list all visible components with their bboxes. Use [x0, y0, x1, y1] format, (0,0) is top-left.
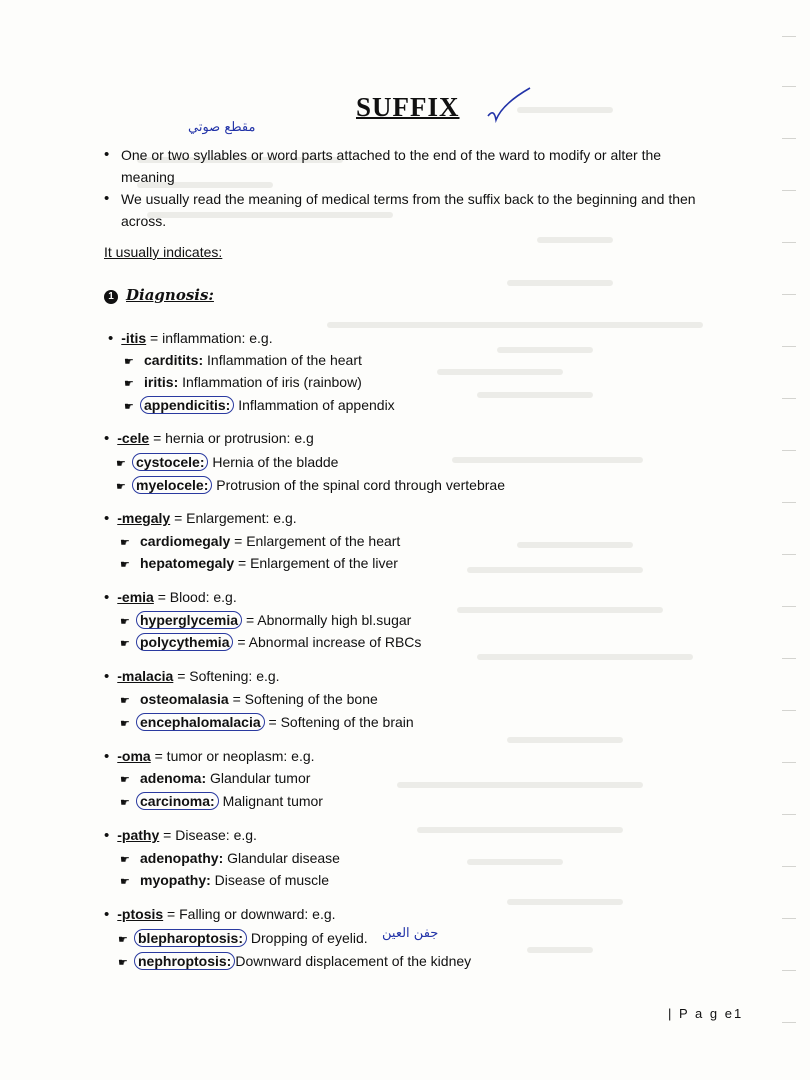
example-definition: Protrusion of the spinal cord through vertebrae [212, 477, 505, 493]
example-term: hyperglycemia [136, 611, 242, 629]
example-term: cardiomegaly [140, 533, 231, 549]
example-term: myopathy: [140, 872, 211, 888]
edge-mark [782, 502, 796, 503]
suffix-term: -malacia [117, 668, 174, 684]
example-term: encephalomalacia [136, 713, 265, 731]
example-item [124, 396, 395, 414]
example-definition: = Softening of the bone [228, 691, 378, 707]
diagnosis-heading [104, 286, 214, 304]
intro-bullet-text: across. [121, 213, 167, 229]
edge-mark [782, 606, 796, 607]
example-item [124, 352, 362, 368]
pointer-hand-icon: ☛ [120, 876, 130, 888]
pointer-hand-icon: ☛ [116, 458, 126, 470]
edge-mark [782, 450, 796, 451]
example-item [118, 929, 368, 947]
example-term: iritis: [144, 374, 179, 390]
pointer-hand-icon: ☛ [124, 401, 134, 413]
example-item [116, 476, 505, 494]
example-term: nephroptosis: [134, 952, 235, 970]
handwritten-note-eyelid: جفن العين [382, 926, 439, 941]
pointer-hand-icon: ☛ [120, 797, 130, 809]
suffix-term: -emia [117, 589, 154, 605]
example-definition: Inflammation of iris (rainbow) [178, 374, 362, 390]
edge-mark [782, 36, 796, 37]
intro-bullet-1 [104, 144, 662, 188]
bullet-icon: • [104, 146, 110, 163]
suffix-term: -ptosis [117, 906, 164, 922]
example-definition: Inflammation of the heart [203, 352, 362, 368]
edge-mark [782, 86, 796, 87]
suffix-heading-emia: • -emia = Blood: e.g. [104, 589, 237, 606]
example-item [120, 713, 414, 731]
edge-mark [782, 970, 796, 971]
suffix-definition: = Enlargement: e.g. [170, 510, 297, 526]
suffix-term: -pathy [117, 827, 160, 843]
example-definition: Hernia of the bladde [208, 454, 339, 470]
intro-bullet-text: meaning [121, 169, 175, 185]
example-term: myelocele: [132, 476, 212, 494]
suffix-heading-megaly: • -megaly = Enlargement: e.g. [104, 510, 297, 527]
example-definition: Inflammation of appendix [234, 397, 395, 413]
example-term: adenoma: [140, 770, 207, 786]
example-definition: = Enlargement of the heart [230, 533, 401, 549]
example-definition: = Abnormally high bl.sugar [242, 612, 412, 628]
diagnosis-label: Diagnosis: [126, 286, 214, 304]
intro-bullet-2 [104, 188, 696, 232]
suffix-definition: = Disease: e.g. [159, 827, 257, 843]
example-term: carditits: [144, 352, 204, 368]
edge-mark [782, 190, 796, 191]
pointer-hand-icon: ☛ [120, 638, 130, 650]
suffix-definition: = Falling or downward: e.g. [163, 906, 336, 922]
example-item [116, 453, 338, 471]
example-definition: Disease of muscle [210, 872, 330, 888]
pointer-hand-icon: ☛ [120, 854, 130, 866]
example-term: carcinoma: [136, 792, 219, 810]
example-item [120, 533, 400, 549]
pointer-hand-icon: ☛ [120, 718, 130, 730]
suffix-heading-malacia: • -malacia = Softening: e.g. [104, 668, 280, 685]
edge-mark [782, 710, 796, 711]
example-item [124, 374, 362, 390]
edge-mark [782, 398, 796, 399]
example-term: cystocele: [132, 453, 208, 471]
suffix-term: -oma [117, 748, 151, 764]
edge-mark [782, 918, 796, 919]
suffix-heading-cele: • -cele = hernia or protrusion: e.g [104, 430, 314, 447]
suffix-heading-oma: • -oma = tumor or neoplasm: e.g. [104, 748, 315, 765]
edge-mark [782, 1022, 796, 1023]
example-item [120, 611, 411, 629]
pointer-hand-icon: ☛ [118, 957, 128, 969]
example-term: osteomalasia [140, 691, 229, 707]
example-definition: Glandular disease [223, 850, 340, 866]
suffix-heading-itis: • -itis = inflammation: e.g. [108, 330, 273, 347]
pointer-hand-icon: ☛ [120, 559, 130, 571]
example-item [118, 952, 471, 970]
suffix-term: -itis [121, 330, 147, 346]
page-footer [668, 1006, 743, 1021]
example-item [120, 555, 398, 571]
pointer-hand-icon: ☛ [124, 356, 134, 368]
edge-mark [782, 762, 796, 763]
edge-mark [782, 242, 796, 243]
pointer-hand-icon: ☛ [124, 378, 134, 390]
suffix-definition: = inflammation: e.g. [146, 330, 273, 346]
example-term: hepatomegaly [140, 555, 235, 571]
number-badge: 1 [104, 290, 118, 304]
example-term: polycythemia [136, 633, 233, 651]
intro-bullet-text: We usually read the meaning of medical terms from the suffix back to the beginning and then [121, 191, 696, 207]
example-item [120, 850, 340, 866]
handwritten-note-syllables: مقطع صوتي [188, 120, 256, 135]
example-item [120, 872, 329, 888]
example-item [120, 770, 310, 786]
edge-mark [782, 554, 796, 555]
edge-mark [782, 658, 796, 659]
intro-bullet-text: One or two syllables or word parts attached to the end of the ward to modify or alter the [121, 147, 662, 163]
edge-mark [782, 814, 796, 815]
checkmark-icon [486, 86, 532, 126]
bullet-icon: • [104, 190, 110, 207]
suffix-definition: = hernia or protrusion: e.g [149, 430, 314, 446]
pointer-hand-icon: ☛ [120, 616, 130, 628]
example-term: appendicitis: [140, 396, 234, 414]
example-definition: Dropping of eyelid. [247, 930, 368, 946]
suffix-heading-ptosis: • -ptosis = Falling or downward: e.g. [104, 906, 336, 923]
suffix-definition: = Blood: e.g. [153, 589, 237, 605]
pointer-hand-icon: ☛ [120, 774, 130, 786]
example-item [120, 633, 421, 651]
pointer-hand-icon: ☛ [116, 481, 126, 493]
example-item [120, 792, 323, 810]
example-term: adenopathy: [140, 850, 224, 866]
example-definition: Downward displacement of the kidney [235, 953, 472, 969]
page-number: 1 [733, 1006, 744, 1021]
example-definition: Malignant tumor [218, 793, 323, 809]
suffix-definition: = Softening: e.g. [173, 668, 280, 684]
pointer-hand-icon: ☛ [118, 934, 128, 946]
example-definition: = Enlargement of the liver [234, 555, 398, 571]
example-item [120, 691, 378, 707]
page-title: SUFFIX [356, 92, 460, 122]
edge-mark [782, 866, 796, 867]
pointer-hand-icon: ☛ [120, 537, 130, 549]
suffix-heading-pathy: • -pathy = Disease: e.g. [104, 827, 257, 844]
edge-mark [782, 294, 796, 295]
edge-mark [782, 346, 796, 347]
example-definition: = Abnormal increase of RBCs [233, 634, 422, 650]
edge-mark [782, 138, 796, 139]
example-definition: Glandular tumor [206, 770, 311, 786]
suffix-term: -cele [117, 430, 150, 446]
example-term: blepharoptosis: [134, 929, 247, 947]
pointer-hand-icon: ☛ [120, 695, 130, 707]
page-label: | P a g e [668, 1006, 734, 1021]
suffix-term: -megaly [117, 510, 171, 526]
suffix-definition: = tumor or neoplasm: e.g. [150, 748, 315, 764]
example-definition: = Softening of the brain [264, 714, 414, 730]
indicates-heading: It usually indicates: [104, 244, 223, 260]
